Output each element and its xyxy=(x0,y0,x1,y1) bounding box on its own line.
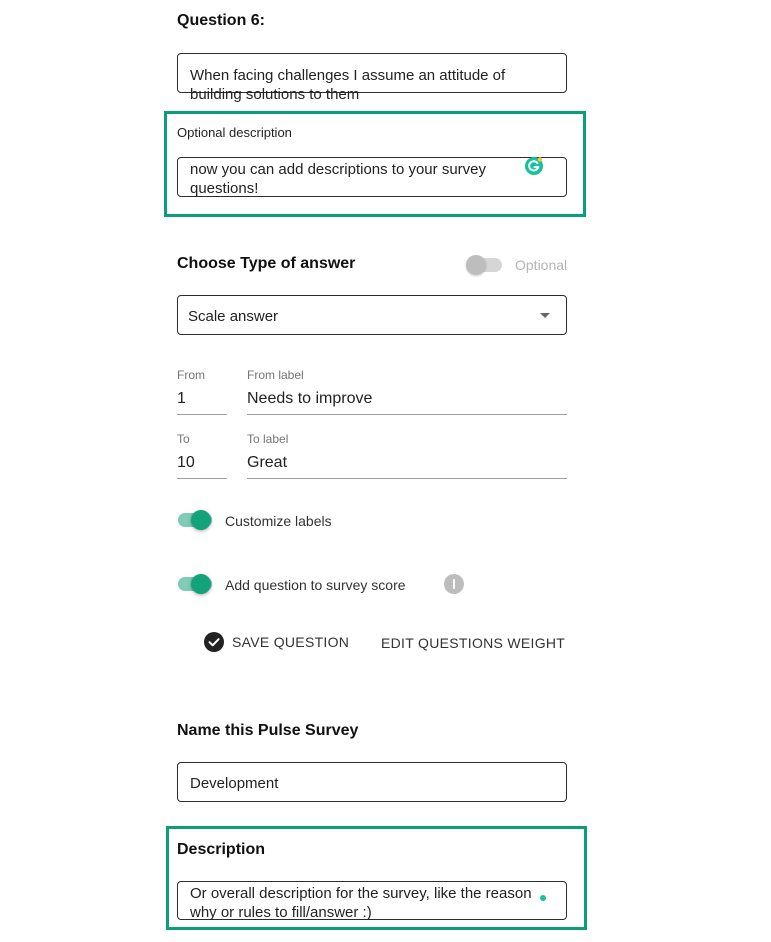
add-to-score-text: Add question to survey score xyxy=(225,577,406,593)
save-question-button[interactable] xyxy=(204,631,349,653)
add-to-score-toggle[interactable] xyxy=(176,573,212,595)
grammarly-dot-icon[interactable] xyxy=(540,895,546,901)
customize-labels-text: Customize labels xyxy=(225,513,332,529)
from-label-value: Needs to improve xyxy=(247,390,373,407)
optional-description-field[interactable] xyxy=(177,157,567,197)
info-icon[interactable] xyxy=(444,574,464,594)
optional-description-label: Optional description xyxy=(177,125,292,140)
survey-description-title: Description xyxy=(177,841,266,858)
info-icon-bar xyxy=(453,579,455,589)
answer-type-selected: Scale answer xyxy=(188,308,279,325)
customize-labels-toggle[interactable] xyxy=(176,509,212,531)
optional-description-text: now you can add descriptions to your survey questions! xyxy=(190,161,486,197)
check-circle-icon xyxy=(204,632,224,652)
answer-type-title: Choose Type of answer xyxy=(177,255,356,272)
to-label-value: Great xyxy=(247,454,288,471)
question-title: Question 6: xyxy=(177,12,266,29)
caret-down-icon xyxy=(540,313,550,318)
add-to-score-thumb xyxy=(191,574,211,594)
survey-name-field[interactable] xyxy=(177,762,567,802)
from-value: 1 xyxy=(177,390,186,407)
from-label: From xyxy=(177,368,205,382)
survey-name-title: Name this Pulse Survey xyxy=(177,722,359,739)
to-label: To xyxy=(177,432,190,446)
to-value: 10 xyxy=(177,454,195,471)
optional-toggle-label: Optional xyxy=(515,257,568,273)
survey-description-field[interactable] xyxy=(177,881,567,920)
customize-labels-thumb xyxy=(191,510,211,530)
from-label-input[interactable] xyxy=(247,390,567,415)
optional-toggle-thumb xyxy=(466,255,486,275)
edit-questions-weight-button[interactable]: EDIT QUESTIONS WEIGHT xyxy=(381,635,566,651)
grammarly-icon[interactable] xyxy=(524,156,544,176)
question-text: When facing challenges I assume an attitude of building solutions to them xyxy=(190,67,506,103)
answer-type-select[interactable] xyxy=(177,295,567,335)
from-input[interactable] xyxy=(177,390,227,415)
to-input[interactable] xyxy=(177,454,227,479)
from-label-label: From label xyxy=(247,368,304,382)
to-label-input[interactable] xyxy=(247,454,567,479)
to-label-label: To label xyxy=(247,432,289,446)
survey-description-text: Or overall description for the survey, like the reason why or rules to fill/answer :) xyxy=(190,885,532,921)
survey-name-value: Development xyxy=(190,775,279,792)
question-text-field[interactable] xyxy=(177,53,567,103)
optional-toggle[interactable] xyxy=(466,254,502,276)
save-question-label: SAVE QUESTION xyxy=(232,634,350,650)
